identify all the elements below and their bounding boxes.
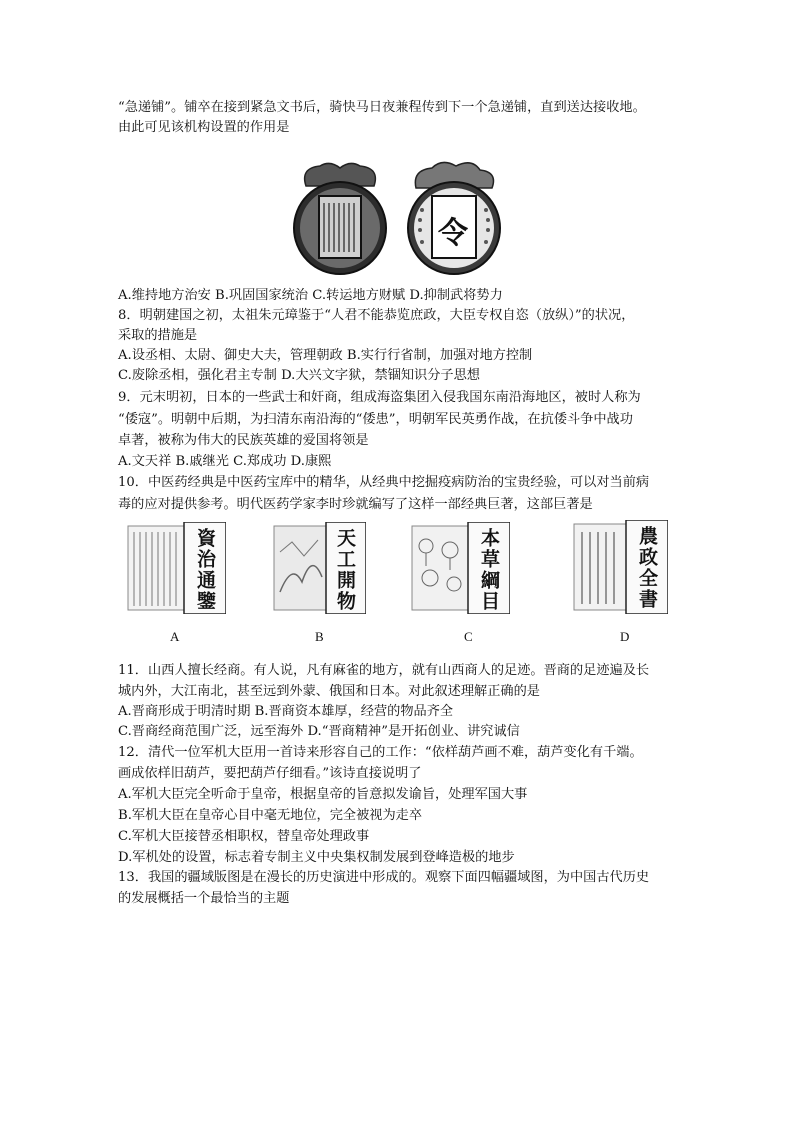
book-image-b	[272, 522, 366, 614]
q11-stem-2: 城内外，大江南北，甚至远到外蒙、俄国和日本。对此叙述理解正确的是	[118, 684, 540, 699]
q10-stem-1: 10．中医药经典是中医药宝库中的精华，从经典中挖掘疫病防治的宝贵经验，可以对当前病	[118, 475, 650, 490]
q13-stem-1: 13．我国的疆域版图是在漫长的历史演进中形成的。观察下面四幅疆域图，为中国古代历史	[118, 870, 650, 885]
q11-options-ab: A.晋商形成于明清时期 B.晋商资本雄厚，经营的物品齐全	[118, 704, 454, 719]
q11-stem-1: 11．山西人擅长经商。有人说，凡有麻雀的地方，就有山西商人的足迹。晋商的足迹遍及长	[118, 663, 650, 678]
book-title-c: 本草綱目	[478, 528, 500, 612]
q9-options: A.文天祥 B.戚继光 C.郑成功 D.康熙	[118, 454, 332, 469]
q8-options-ab: A.设丞相、太尉、御史大夫，管理朝政 B.实行行省制，加强对地方控制	[118, 348, 533, 363]
q12-stem-2: 画成依样旧葫芦，要把葫芦仔细看。”该诗直接说明了	[118, 766, 422, 781]
q12-option-d: D.军机处的设置，标志着专制主义中央集权制发展到登峰造极的地步	[118, 850, 515, 865]
book-label-a: A	[170, 629, 180, 644]
text-line-2: 由此可见该机构设置的作用是	[118, 120, 290, 135]
q12-option-a: A.军机大臣完全听命于皇帝，根据皇帝的旨意拟发谕旨，处理军国大事	[118, 787, 528, 802]
book-title-d: 農政全書	[636, 526, 658, 610]
book-image-c	[410, 522, 510, 614]
q12-option-b: B.军机大臣在皇帝心目中毫无地位，完全被视为走卒	[118, 808, 423, 823]
medal-left-icon	[286, 158, 508, 276]
q10-stem-2: 毒的应对提供参考。明代医药学家李时珍就编写了这样一部经典巨著，这部巨著是	[118, 497, 593, 512]
medal-figure-pair	[286, 158, 508, 276]
q8-stem-2: 采取的措施是	[118, 328, 198, 343]
book-title-b: 天工開物	[334, 528, 356, 612]
q7-options: A.维持地方治安 B.巩固国家统治 C.转运地方财赋 D.抑制武将势力	[118, 288, 503, 303]
q13-stem-2: 的发展概括一个最恰当的主题	[118, 891, 290, 906]
q12-option-c: C.军机大臣接替丞相职权，替皇帝处理政事	[118, 829, 370, 844]
q9-stem-2: “倭寇”。明朝中后期，为扫清东南沿海的“倭患”，明朝军民英勇作战，在抗倭斗争中战功	[118, 412, 633, 427]
q9-stem-1: 9．元末明初，日本的一些武士和奸商，组成海盗集团入侵我国东南沿海地区，被时人称为	[118, 390, 641, 405]
text-line-1: “急递铺”。铺卒在接到紧急文书后，骑快马日夜兼程传到下一个急递铺，直到送达接收地。	[118, 100, 646, 115]
q8-options-cd: C.废除丞相，强化君主专制 D.大兴文字狱，禁锢知识分子思想	[118, 368, 480, 383]
book-label-b: B	[315, 629, 324, 644]
book-title-a: 資治通鑒	[194, 528, 216, 612]
q8-stem-1: 8．明朝建国之初，太祖朱元璋鉴于“人君不能恭览庶政，大臣专权自恣（放纵）”的状况，	[118, 308, 635, 323]
book-image-a	[126, 522, 226, 614]
book-label-d: D	[620, 629, 630, 644]
medal-right-character: 令	[438, 216, 468, 251]
book-label-c: C	[464, 629, 473, 644]
q9-stem-3: 卓著，被称为伟大的民族英雄的爱国将领是	[118, 433, 369, 448]
book-image-d	[572, 520, 668, 614]
q12-stem-1: 12．清代一位军机大臣用一首诗来形容自己的工作：“依样葫芦画不难，葫芦变化有千端。	[118, 745, 643, 760]
q11-options-cd: C.晋商经商范围广泛，远至海外 D.“晋商精神”是开拓创业、讲究诚信	[118, 724, 520, 739]
